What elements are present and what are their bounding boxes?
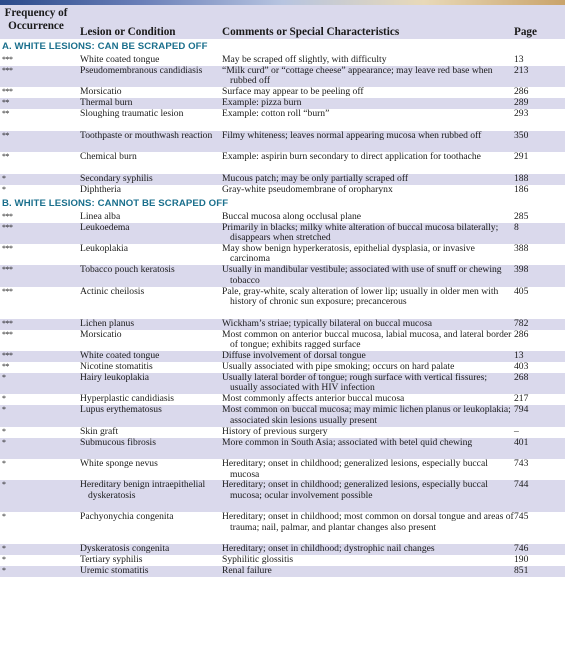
page-cell: 13 <box>514 349 524 361</box>
frequency-cell: * <box>2 555 6 565</box>
page-cell: 190 <box>514 554 529 566</box>
table-row <box>0 480 565 512</box>
comment-cell: “Milk curd” or “cottage cheese” appearance; may leave red base when rubbed off <box>222 65 493 87</box>
lesion-cell: Lupus erythematosus <box>80 404 162 416</box>
page-cell: 188 <box>514 172 529 184</box>
comment-cell: Syphilitic glossitis <box>222 554 294 566</box>
section-title: B. WHITE LESIONS: CANNOT BE SCRAPED OFF <box>2 197 229 209</box>
page-cell: 401 <box>514 436 529 448</box>
header-frequency: Frequency of Occurrence <box>4 7 68 32</box>
lesion-cell: Hairy leukoplakia <box>80 371 149 383</box>
table-row <box>0 244 565 265</box>
frequency-cell: *** <box>2 87 13 97</box>
lesion-cell: Actinic cheilosis <box>80 285 145 297</box>
frequency-cell: * <box>2 544 6 554</box>
frequency-cell: ** <box>2 98 9 108</box>
frequency-cell: * <box>2 405 6 415</box>
comment-cell: Example: cotton roll “burn” <box>222 108 330 120</box>
comment-cell: Pale, gray-white, scaly alteration of lower lip; usually in older men with history of chronic sun exposure; precancerous <box>222 285 499 308</box>
frequency-cell: * <box>2 566 6 576</box>
lesion-cell: Thermal burn <box>80 97 133 109</box>
lesion-cell: White sponge nevus <box>80 458 158 470</box>
frequency-cell: * <box>2 426 6 436</box>
page-cell: 8 <box>514 221 519 233</box>
page-cell: 350 <box>514 129 529 141</box>
page-cell: 794 <box>514 404 529 416</box>
page-cell: – <box>514 425 519 437</box>
lesion-cell: Pseudomembranous candidiasis <box>80 65 203 76</box>
table-row <box>0 512 565 544</box>
header-comments: Comments or Special Characteristics <box>222 26 400 38</box>
comment-cell: Most commonly affects anterior buccal mucosa <box>222 393 405 405</box>
page-cell: 405 <box>514 285 529 297</box>
table-header <box>0 5 565 39</box>
page-cell: 743 <box>514 458 529 470</box>
lesion-cell: Leukoedema <box>80 221 130 233</box>
table-row <box>0 405 565 426</box>
table-body <box>0 39 565 577</box>
table-row <box>0 131 565 152</box>
comment-cell: Renal failure <box>222 565 272 577</box>
lesion-cell: Nicotine stomatitis <box>80 360 153 372</box>
table-row <box>0 174 565 185</box>
page-cell: 398 <box>514 264 529 276</box>
lesion-cell: Tobacco pouch keratosis <box>80 264 175 276</box>
frequency-cell: *** <box>2 55 13 64</box>
frequency-cell: * <box>2 437 6 447</box>
comment-cell: Surface may appear to be peeling off <box>222 86 364 98</box>
page-cell: 782 <box>514 317 529 329</box>
frequency-cell: * <box>2 459 6 469</box>
page-cell: 285 <box>514 210 529 222</box>
header-page: Page <box>514 26 537 38</box>
frequency-cell: *** <box>2 318 13 328</box>
comment-cell: Filmy whiteness; leaves normal appearing mucosa when rubbed off <box>222 129 482 141</box>
page-cell: 217 <box>514 393 529 405</box>
comment-cell: More common in South Asia; associated with betel quid chewing <box>222 436 473 448</box>
lesion-cell: Linea alba <box>80 210 121 222</box>
lesion-cell: Leukoplakia <box>80 242 128 254</box>
page-cell: 268 <box>514 371 529 383</box>
page-cell: 746 <box>514 543 529 555</box>
section-title: A. WHITE LESIONS: CAN BE SCRAPED OFF <box>2 41 208 52</box>
frequency-cell: * <box>2 480 6 490</box>
frequency-cell: ** <box>2 109 9 119</box>
page-cell: 286 <box>514 328 529 340</box>
frequency-cell: * <box>2 173 6 183</box>
table-row <box>0 287 565 319</box>
page-cell: 403 <box>514 360 529 372</box>
frequency-cell: ** <box>2 361 9 371</box>
comment-cell: History of previous surgery <box>222 425 328 437</box>
frequency-cell: *** <box>2 286 13 296</box>
comment-cell: May be scraped off slightly, with difficulty <box>222 54 387 65</box>
comment-cell: Gray-white pseudomembrane of oropharynx <box>222 183 393 195</box>
page-cell: 186 <box>514 183 529 195</box>
frequency-cell: *** <box>2 350 13 360</box>
page-cell: 745 <box>514 511 529 523</box>
lesion-cell: Morsicatio <box>80 86 122 98</box>
frequency-cell: *** <box>2 222 13 232</box>
lesion-cell: Chemical burn <box>80 151 137 163</box>
lesion-cell: Uremic stomatitis <box>80 565 149 577</box>
page-cell: 744 <box>514 479 529 491</box>
comment-cell: Most common on buccal mucosa; may mimic lichen planus or leukoplakia; associated skin lesions usually present <box>222 404 511 426</box>
comment-cell: Buccal mucosa along occlusal plane <box>222 210 362 222</box>
frequency-cell: * <box>2 184 6 194</box>
table-row <box>0 152 565 173</box>
lesion-cell: Lichen planus <box>80 317 135 329</box>
lesion-cell: White coated tongue <box>80 54 160 65</box>
frequency-cell: *** <box>2 265 13 275</box>
comment-cell: Example: pizza burn <box>222 97 302 109</box>
lesion-cell: Submucous fibrosis <box>80 436 156 448</box>
comment-cell: Wickham’s striae; typically bilateral on buccal mucosa <box>222 317 433 329</box>
lesion-cell: Secondary syphilis <box>80 172 153 184</box>
table-row <box>0 319 565 330</box>
comment-cell: Hereditary; onset in childhood; dystrophic nail changes <box>222 543 435 555</box>
page-cell: 388 <box>514 242 529 254</box>
page-cell: 213 <box>514 65 529 76</box>
table-row <box>0 109 565 130</box>
table-row <box>0 212 565 223</box>
frequency-cell: * <box>2 372 6 382</box>
lesion-cell: Hyperplastic candidiasis <box>80 393 175 405</box>
header-lesion: Lesion or Condition <box>80 26 176 38</box>
frequency-cell: ** <box>2 152 9 162</box>
table-row <box>0 66 565 87</box>
page-cell: 851 <box>514 565 529 577</box>
frequency-cell: * <box>2 512 6 522</box>
frequency-cell: ** <box>2 130 9 140</box>
table-row <box>0 459 565 480</box>
comment-cell: Usually lateral border of tongue; rough surface with vertical fissures; usually associated with HIV infection <box>222 371 488 394</box>
page-cell: 13 <box>514 54 524 65</box>
frequency-cell: *** <box>2 66 13 75</box>
lesion-cell: Morsicatio <box>80 328 122 340</box>
lesion-cell: Sloughing traumatic lesion <box>80 108 184 120</box>
comment-cell: Hereditary; onset in childhood; most common on dorsal tongue and areas of trauma; nail, palmar, and plantar changes also present <box>222 511 514 533</box>
lesion-cell: Skin graft <box>80 425 119 437</box>
lesion-cell: Diphtheria <box>80 183 122 195</box>
lesion-cell: Pachyonychia congenita <box>80 511 174 523</box>
comment-cell: Usually associated with pipe smoking; occurs on hard palate <box>222 360 455 372</box>
frequency-cell: *** <box>2 243 13 253</box>
lesion-cell: Toothpaste or mouthwash reaction <box>80 129 213 141</box>
comment-cell: Hereditary; onset in childhood; generalized lesions, especially buccal mucosa; ocular involvement possible <box>222 479 488 501</box>
table-row <box>0 265 565 286</box>
comment-cell: Mucous patch; may be only partially scraped off <box>222 172 409 184</box>
lesion-cell: Dyskeratosis congenita <box>80 543 170 555</box>
page-cell: 293 <box>514 108 529 120</box>
comment-cell: Primarily in blacks; milky white alteration of buccal mucosa bilaterally; disappears when stretched <box>222 221 499 243</box>
table-row <box>0 566 565 577</box>
comment-cell: Hereditary; onset in childhood; generalized lesions, especially buccal mucosa <box>222 458 488 480</box>
frequency-cell: * <box>2 394 6 404</box>
table-row <box>0 185 565 196</box>
comment-cell: Example: aspirin burn secondary to direct application for toothache <box>222 151 481 163</box>
page-cell: 289 <box>514 97 529 109</box>
lesion-cell: White coated tongue <box>80 349 160 361</box>
lesion-cell: Tertiary syphilis <box>80 554 143 566</box>
comment-cell: Diffuse involvement of dorsal tongue <box>222 349 366 361</box>
page-cell: 291 <box>514 151 529 163</box>
frequency-cell: *** <box>2 211 13 221</box>
comment-cell: May show benign hyperkeratosis, epithelial dysplasia, or invasive carcinoma <box>222 242 475 265</box>
table-row <box>0 223 565 244</box>
table-row <box>0 438 565 459</box>
frequency-cell: *** <box>2 329 13 339</box>
table-row <box>0 330 565 351</box>
comment-cell: Usually in mandibular vestibule; associated with use of snuff or chewing tobacco <box>222 264 502 286</box>
page-cell: 286 <box>514 86 529 98</box>
lesion-cell: Hereditary benign intraepithelial dyskeratosis <box>80 479 206 501</box>
comment-cell: Most common on anterior buccal mucosa, labial mucosa, and lateral border of tongue; exhibits ragged surface <box>222 328 512 350</box>
table-row <box>0 373 565 394</box>
